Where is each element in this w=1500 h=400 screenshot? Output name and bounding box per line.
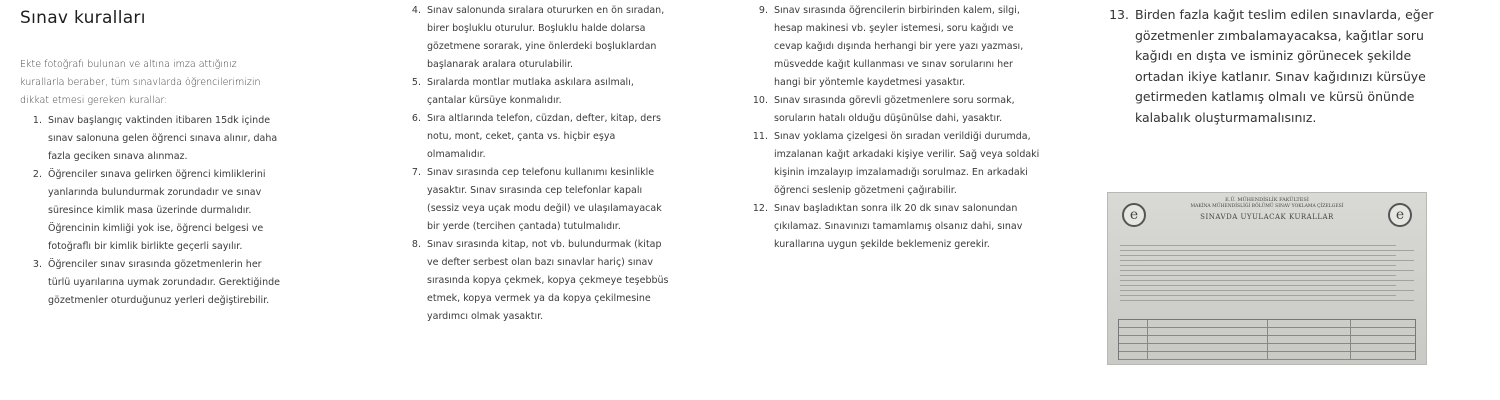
rule-text: Öğrenciler sınava gelirken öğrenci kimliklerini yanlarında bulundurmak zorundadır ve sınav süresince kimlik masa üzerinde durmalıdır. Öğrencinin kimliği yok ise, öğrenci belgesi ve fotoğraflı bir kimlik birlikte geçerli sayılır.: [48, 169, 266, 252]
rule-item: [405, 110, 675, 164]
photo-header: [1108, 197, 1426, 222]
rule-item: [26, 112, 280, 166]
rule-item: [750, 92, 1040, 128]
rule-number: 2.: [32, 169, 42, 180]
column-2: [405, 0, 675, 326]
intro-text: Ekte fotoğrafı bulunan ve altına imza attığınız kurallarla beraber, tüm sınavlarda öğrencilerimizin dikkat etmesi gereken kurallar:: [20, 59, 261, 106]
rules-list-4: [1105, 5, 1435, 128]
photo-signature-table: [1118, 319, 1416, 360]
rule-text: Sınav sırasında görevli gözetmenlere soru sormak, soruların hatalı olduğu düşünülse dahi, yasaktır.: [774, 95, 1015, 124]
page-title: Sınav kuralları: [20, 8, 146, 28]
rule-number: 4.: [411, 5, 421, 16]
rule-item: [405, 2, 675, 74]
rule-text: Sınav sırasında öğrencilerin birbirinden kalem, silgi, hesap makinesi vb. şeyler istemesi, soru kağıdı ve cevap kağıdı dışında herhangi bir yere yazı yazması, müsvedde kağıt kullanması ve sınav sorularını her hangi bir yöntemle kaydetmesi yasaktır.: [774, 5, 1024, 88]
rule-text: Sıralarda montlar mutlaka askılara asılmalı, çantalar kürsüye konmalıdır.: [427, 77, 634, 106]
rule-item: [405, 164, 675, 236]
rule-number: 6.: [411, 113, 421, 124]
rule-text: Sınav başlangıç vaktinden itibaren 15dk içinde sınav salonuna gelen öğrenci sınava alınır, daha fazla geciken sınava alınmaz.: [48, 115, 278, 162]
column-3: [750, 0, 1040, 254]
rule-item: [1105, 5, 1435, 128]
rule-item: [26, 166, 280, 256]
photo-header-rules: SINAVDA UYULACAK KURALLAR: [1200, 213, 1334, 221]
rule-text: Sınav sırasında kitap, not vb. bulundurmak (kitap ve defter serbest olan bazı sınavlar hariç) sınav sırasında kopya çekmek, kopya çekmeye teşebbüs etmek, kopya vermek ya da kopya çekilmesine yardımcı olmak yasaktır.: [427, 239, 669, 322]
rule-text: Sıra altlarında telefon, cüzdan, defter, kitap, ders notu, mont, ceket, çanta vs. hiçbir eşya olmamalıdır.: [427, 113, 661, 160]
rule-number: 5.: [411, 77, 421, 88]
rule-item: [750, 2, 1040, 92]
e-logo-icon: e: [1122, 203, 1146, 227]
rule-text: Öğrenciler sınav sırasında gözetmenlerin her türlü uyarılarına uymak zorundadır. Gerektiğinde gözetmenler oturduğunuz yerleri değiştirebilir.: [48, 259, 280, 306]
rule-item: [750, 128, 1040, 200]
column-4: [1105, 0, 1435, 128]
rule-number: 9.: [758, 5, 768, 16]
rule-item: [750, 200, 1040, 254]
rule-number: 1.: [32, 115, 42, 126]
rule-item: [405, 74, 675, 110]
column-1: [20, 0, 280, 310]
rules-list-2: [405, 2, 675, 326]
rules-sheet-photo: [1107, 192, 1427, 365]
rule-number: 13.: [1109, 7, 1129, 22]
rule-item: [405, 236, 675, 326]
photo-header-faculty: E.Ü. MÜHENDİSLİK FAKÜLTESİ: [1225, 197, 1309, 203]
rule-number: 3.: [32, 259, 42, 270]
e-logo-icon: e: [1388, 203, 1412, 227]
photo-header-department: MAKİNA MÜHENDİSLİĞİ BÖLÜMÜ SINAV YOKLAMA ÇİZELGESİ: [1190, 204, 1344, 209]
rule-number: 12.: [752, 203, 768, 214]
rule-text: Sınav sırasında cep telefonu kullanımı kesinlikle yasaktır. Sınav sırasında cep telefonlar kapalı (sessiz veya uçak modu değil) ve ulaşılamayacak bir yerde (tercihen çantada) tutulmalıdır.: [427, 167, 662, 232]
rules-list-1: [26, 112, 280, 310]
rule-number: 10.: [752, 95, 768, 106]
rule-item: [26, 256, 280, 310]
photo-text-lines: [1120, 245, 1414, 305]
rule-text: Sınav yoklama çizelgesi ön sıradan verildiği durumda, imzalanan kağıt arkadaki kişiye verilir. Sağ veya soldaki kişinin imzalayıp imzalamadığı sorulmaz. En arkadaki öğrenci seslenip gözetmeni çağırabilir.: [774, 131, 1040, 196]
rule-number: 8.: [411, 239, 421, 250]
rule-text: Sınav başladıktan sonra ilk 20 dk sınav salonundan çıkılamaz. Sınavınızı tamamlamış olsanız dahi, sınav kurallarına uygun şekilde beklemeniz gerekir.: [774, 203, 1023, 250]
rules-list-3: [750, 2, 1040, 254]
rule-text: Sınav salonunda sıralara otururken en ön sıradan, birer boşluklu oturulur. Boşluklu halde dolarsa gözetmene sorarak, yine önlerdeki boşluklardan başlanarak aralara oturulabilir.: [427, 5, 665, 70]
rule-number: 11.: [752, 131, 768, 142]
rule-text: Birden fazla kağıt teslim edilen sınavlarda, eğer gözetmenler zımbalamayacaksa, kağıtlar soru kağıdı en dışta ve isminiz görünecek şekilde ortadan ikiye katlanır. Sınav kağıdınızı kürsüye getirmeden katlamış olmalı ve kürsü önünde kalabalık oluşturmamalısınız.: [1135, 7, 1434, 125]
rule-number: 7.: [411, 167, 421, 178]
